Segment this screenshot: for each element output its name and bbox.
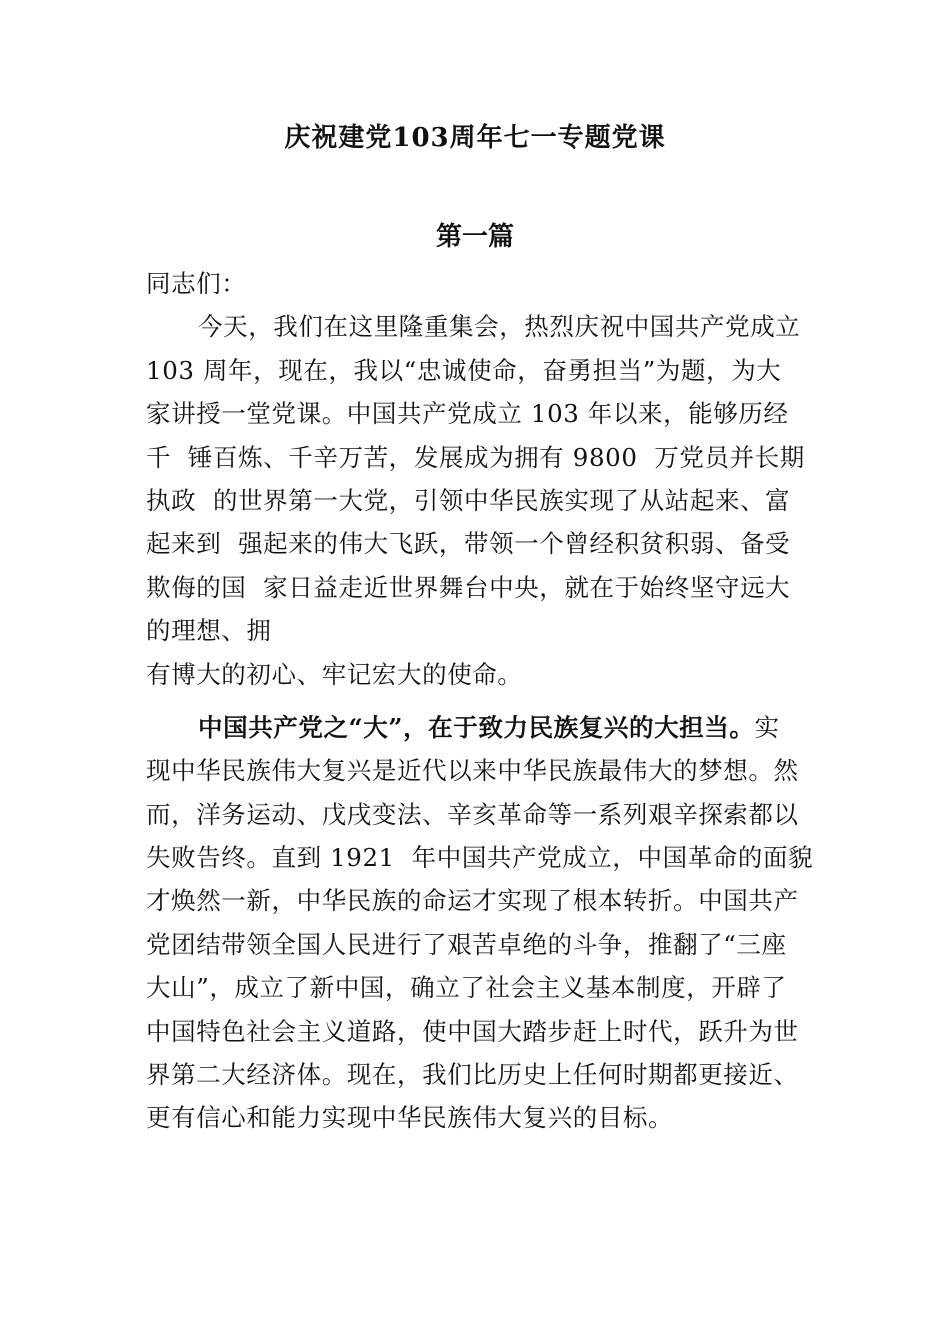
paragraph-line: 党团结带领全国人民进行了艰苦卓绝的斗争，推翻了“三座 [146,929,787,959]
paragraph-line: 而，洋务运动、戊戌变法、辛亥革命等一系列艰辛探索都以 [146,799,799,829]
paragraph-line: 大山”，成立了新中国，确立了社会主义基本制度，开辟了 [146,973,787,1003]
paragraph-line: 千 锤百炼、千辛万苦，发展成为拥有 9800 万党员并长期 [146,442,805,472]
paragraph-text: 实 [754,712,780,742]
paragraph-line [146,706,836,749]
body-text [146,262,836,1140]
paragraph-line: 的理想、拥 [146,616,272,646]
paragraph-line: 执政 的世界第一大党，引领中华民族实现了从站起来、富 [146,485,791,515]
paragraph-line: 103 周年，现在，我以“忠诚使命，奋勇担当”为题，为大 [146,355,782,385]
paragraph-line: 有博大的初心、牢记宏大的使命。 [146,659,523,689]
paragraph-line: 现中华民族伟大复兴是近代以来中华民族最伟大的梦想。然 [146,756,799,786]
paragraph-line: 中国特色社会主义道路，使中国大踏步赶上时代，跃升为世 [146,1016,799,1046]
paragraph-line: 起来到 强起来的伟大飞跃，带领一个曾经积贫积弱、备受 [146,529,791,559]
paragraph-line: 欺侮的国 家日益走近世界舞台中央，就在于始终坚守远大 [146,572,791,602]
paragraph-line: 今天，我们在这里隆重集会，热烈庆祝中国共产党成立 [198,312,801,342]
salutation: 同志们： [146,269,247,298]
paragraph-line: 界第二大经济体。现在，我们比历史上任何时期都更接近、 [146,1060,799,1090]
paragraph-line: 才焕然一新，中华民族的命运才实现了根本转折。中国共产 [146,886,799,916]
paragraph-line: 失败告终。直到 1921 年中国共产党成立，中国革命的面貌 [146,843,814,873]
paragraph-line: 更有信心和能力实现中华民族伟大复兴的目标。 [146,1103,674,1133]
paragraph-line: 家讲授一堂党课。中国共产党成立 103 年以来，能够历经 [146,399,789,429]
paragraph-lead-sentence: 中国共产党之“大”，在于致力民族复兴的大担当。 [198,712,755,742]
document-title: 庆祝建党103周年七一专题党课 [284,123,666,153]
section-heading: 第一篇 [435,222,514,252]
